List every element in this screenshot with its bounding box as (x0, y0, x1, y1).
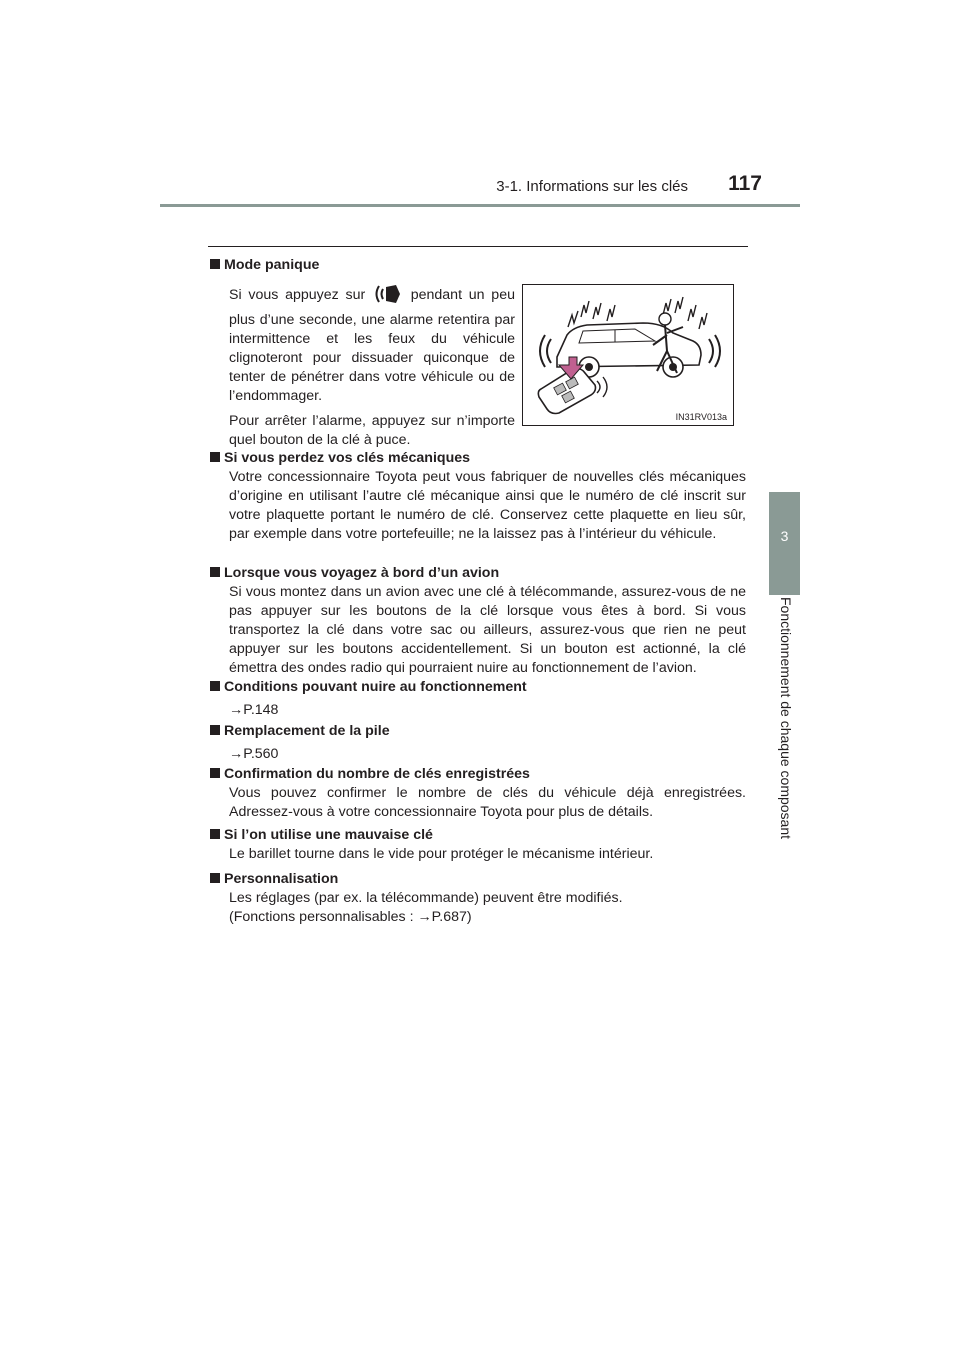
square-bullet-icon (210, 873, 220, 883)
chapter-number: 3 (780, 528, 789, 544)
square-bullet-icon (210, 829, 220, 839)
square-bullet-icon (210, 725, 220, 735)
section-personnalisation (210, 870, 746, 927)
figure-code: IN31RV013a (675, 412, 727, 422)
section-body: Si vous montez dans un avion avec une clé à télécommande, assurez-vous de ne pas appuyer sur les boutons de la clé lorsque vous êtes à bord. Si vous transportez la clé dans votre sac ou ailleurs, assurez-vous que rien ne peut appuyer sur les boutons accidentellement. Si un bouton est actionné, la clé émettra des ondes radio qui pourraient nuire au fonctionnement de l’avion. (229, 584, 746, 676)
panic-button-icon (374, 283, 402, 311)
car-alarm-illustration (523, 285, 733, 425)
panic-paragraph: Si vous appuyez sur pendant un peu plus d’une seconde, une alarme retentira par intermittence et les feux du véhicule clignoteront pour dissuader quiconque de tenter de pénétrer dans votre véhicule ou de l’endommager. (229, 283, 515, 406)
section-title: Personnalisation (210, 870, 746, 889)
page-number: 117 (728, 172, 762, 195)
section-title: Mode panique (210, 256, 746, 275)
section-pile (210, 722, 746, 764)
section-body: Votre concessionnaire Toyota peut vous fabriquer de nouvelles clés mécaniques d’origine en utilisant l’autre clé mécanique ainsi que le numéro de clé inscrit sur votre plaquette portant le numéro de clé. Conservez cette plaquette en lieu sûr, par exemple dans votre portefeuille; ne la laissez pas à l’intérieur du véhicule. (229, 469, 746, 542)
section-title: Si vous perdez vos clés mécaniques (210, 449, 746, 468)
square-bullet-icon (210, 768, 220, 778)
content-rule (208, 246, 748, 247)
section-title: Lorsque vous voyagez à bord d’un avion (210, 564, 746, 583)
section-header-title: 3-1. Informations sur les clés (496, 178, 688, 195)
panic-paragraph: Pour arrêter l’alarme, appuyez sur n’importe quel bouton de la clé à puce. (229, 413, 515, 448)
section-title: Remplacement de la pile (210, 722, 746, 741)
section-body: Vous pouvez confirmer le nombre de clés du véhicule déjà enregistrées. Adressez-vous à votre concessionnaire Toyota pour plus de détails. (229, 785, 746, 820)
section-conditions (210, 678, 746, 720)
page-reference-link[interactable]: (Fonctions personnalisables : →P.687) (229, 909, 472, 925)
section-body-line: Les réglages (par ex. la télécommande) peuvent être modifiés. (229, 890, 623, 906)
section-title: Confirmation du nombre de clés enregistrées (210, 765, 746, 784)
section-avion (210, 564, 746, 678)
section-title: Si l’on utilise une mauvaise clé (210, 826, 746, 845)
square-bullet-icon (210, 452, 220, 462)
chapter-side-label: Fonctionnement de chaque composant (778, 596, 794, 840)
panic-alarm-illustration (522, 284, 734, 426)
section-title: Conditions pouvant nuire au fonctionnement (210, 678, 746, 697)
page-reference-link[interactable]: →P.148 (229, 702, 279, 718)
page-reference-link[interactable]: →P.560 (229, 746, 279, 762)
section-confirmation (210, 765, 746, 822)
chapter-tab (769, 492, 800, 595)
square-bullet-icon (210, 681, 220, 691)
square-bullet-icon (210, 259, 220, 269)
section-body: Le barillet tourne dans le vide pour protéger le mécanisme intérieur. (229, 846, 654, 862)
header-rule (160, 204, 800, 207)
section-mauvaise-cle (210, 826, 746, 864)
square-bullet-icon (210, 567, 220, 577)
section-cles-mecaniques (210, 449, 746, 544)
